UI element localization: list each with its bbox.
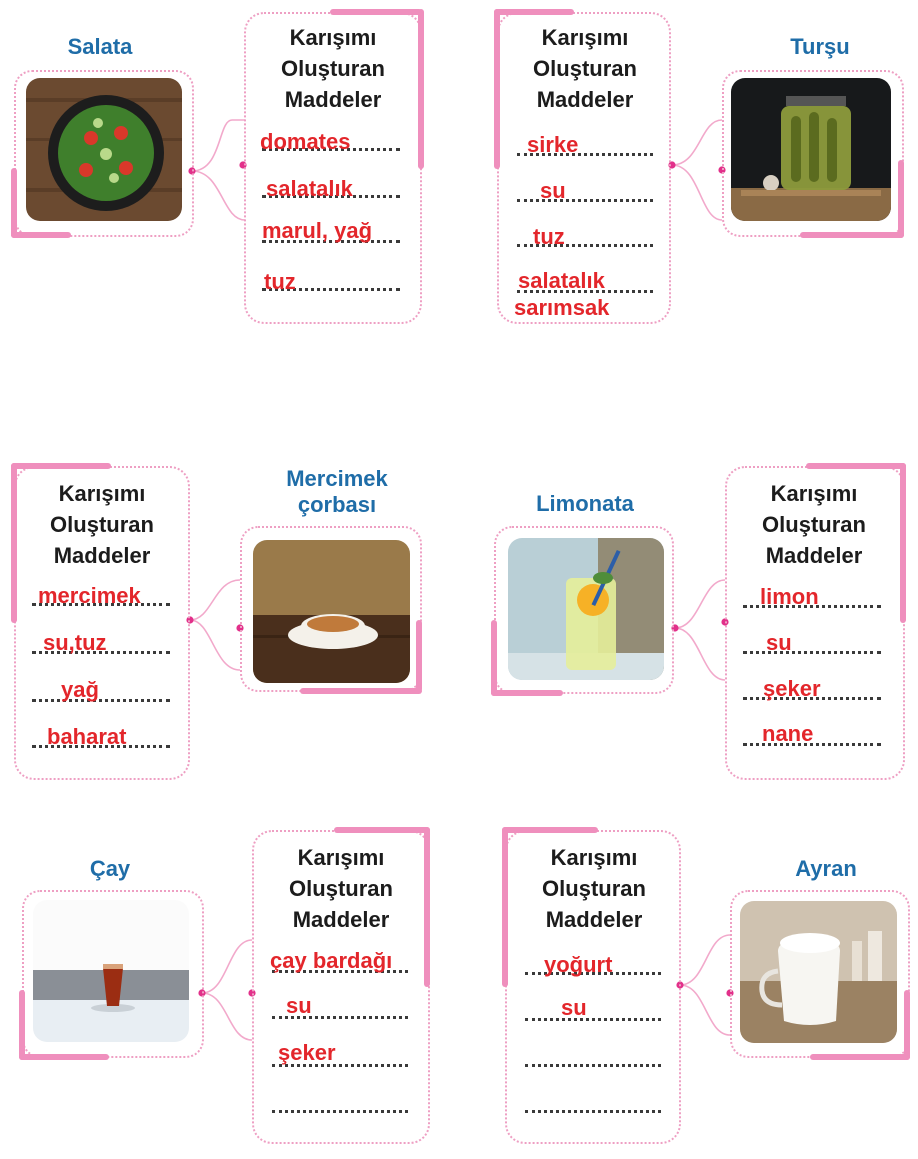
- pickle-photo: [731, 78, 891, 221]
- frame-accent: [11, 168, 17, 238]
- frame-accent: [502, 827, 508, 987]
- answer-text: marul, yağ: [262, 218, 373, 243]
- food-title: Limonata: [536, 491, 634, 516]
- answer-text: su: [561, 995, 587, 1020]
- frame-accent: [904, 990, 910, 1060]
- frame-accent: [19, 990, 25, 1060]
- food-title: Çay: [89, 856, 131, 881]
- answer-text: tuz: [533, 224, 565, 249]
- ingredients-heading: Karışımı Oluşturan Maddeler: [533, 25, 637, 112]
- frame-accent: [898, 160, 904, 238]
- answer-text: salatalık: [518, 268, 605, 293]
- answer-text: domates: [260, 129, 351, 154]
- answer-text: çay bardağı: [270, 948, 393, 973]
- frame-accent: [810, 1054, 910, 1060]
- answer-text: su: [286, 993, 312, 1018]
- frame-accent: [491, 620, 497, 696]
- frame-accent: [424, 827, 430, 987]
- food-title: Ayran: [795, 856, 857, 881]
- frame-accent: [418, 9, 424, 169]
- ingredients-heading: Karışımı Oluşturan Maddeler: [542, 845, 646, 932]
- frame-accent: [11, 463, 17, 623]
- food-title: Salata: [67, 34, 133, 59]
- frame-accent: [416, 620, 422, 692]
- frame-accent: [334, 827, 430, 833]
- answer-text: baharat: [47, 724, 127, 749]
- answer-text: şeker: [278, 1040, 336, 1065]
- food-title: Mercimek çorbası: [286, 466, 388, 517]
- frame-accent: [11, 232, 71, 238]
- lemonade-photo: [508, 538, 664, 680]
- answer-text: nane: [762, 721, 814, 746]
- soup-photo: [253, 540, 410, 683]
- ingredients-heading: Karışımı Oluşturan Maddeler: [281, 25, 385, 112]
- salad-photo: [26, 78, 182, 221]
- answer-text: salatalık: [266, 176, 353, 201]
- ingredients-heading: Karışımı Oluşturan Maddeler: [762, 481, 866, 568]
- frame-accent: [494, 9, 500, 169]
- answer-text: sirke: [527, 132, 579, 157]
- frame-accent: [494, 9, 574, 15]
- frame-accent: [800, 232, 904, 238]
- answer-text: su: [540, 178, 566, 203]
- answer-text: su,tuz: [43, 630, 107, 655]
- ayran-photo: [740, 901, 897, 1043]
- answer-text: yağ: [61, 677, 99, 702]
- answer-text: tuz: [264, 269, 296, 294]
- frame-accent: [300, 688, 422, 694]
- frame-accent: [502, 827, 598, 833]
- tea-photo: [33, 900, 189, 1042]
- answer-line: [272, 1110, 408, 1113]
- answer-text: limon: [760, 584, 819, 609]
- ingredients-heading: Karışımı Oluşturan Maddeler: [50, 481, 154, 568]
- answer-line: [743, 651, 881, 654]
- answer-line: [525, 1110, 661, 1113]
- frame-accent: [19, 1054, 109, 1060]
- answer-line: [525, 1018, 661, 1021]
- answer-text: mercimek: [38, 583, 141, 608]
- frame-accent: [330, 9, 422, 15]
- answer-text: yoğurt: [544, 952, 613, 977]
- answer-text: şeker: [763, 676, 821, 701]
- answer-line: [32, 699, 170, 702]
- answer-text: sarımsak: [514, 295, 610, 320]
- food-title: Turşu: [790, 34, 850, 59]
- answer-line: [517, 199, 653, 202]
- answer-text: su: [766, 630, 792, 655]
- frame-accent: [806, 463, 906, 469]
- frame-accent: [491, 690, 563, 696]
- frame-accent: [900, 463, 906, 623]
- answer-line: [525, 1064, 661, 1067]
- frame-accent: [11, 463, 111, 469]
- ingredients-heading: Karışımı Oluşturan Maddeler: [289, 845, 393, 932]
